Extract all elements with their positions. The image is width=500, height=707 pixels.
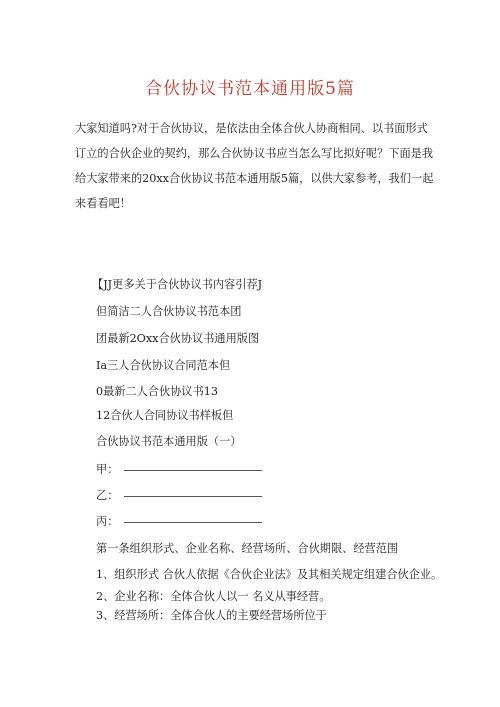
related-link[interactable]: 团最新2Oxx合伙协议书通用版图 [96, 332, 260, 345]
related-link[interactable]: 0最新二人合伙协议书13 [96, 385, 219, 398]
signature-blank [124, 469, 262, 471]
section-title: 合伙协议书范本通用版（一） [96, 435, 242, 448]
party-row [96, 461, 262, 477]
party-row [96, 513, 262, 529]
intro-line: 订立的合伙企业的契约，那么合伙协议书应当怎么写比拟好呢？下面是我 [75, 147, 434, 160]
party-row [96, 487, 262, 503]
signature-blank [124, 495, 262, 497]
signature-blank [124, 521, 262, 523]
intro-paragraph [75, 116, 435, 216]
intro-line: 给大家带来的20xx合伙协议书范本通用版5篇，以供大家参考，我们一起 [75, 172, 434, 185]
intro-line: 来看看吧！ [75, 197, 131, 210]
party-label: 乙： [96, 489, 119, 502]
recommend-header: 【JJ更多关于合伙协议书内容引荐J [92, 278, 263, 291]
clause: 3、经营场所：全体合伙人的主要经营场所位于 [96, 609, 327, 622]
party-label: 甲： [96, 463, 119, 476]
party-label: 丙： [96, 515, 119, 528]
clause: 2、企业名称：全体合伙人以一 名义从事经营。 [96, 590, 331, 603]
article-title: 第一条组织形式、企业名称、经营场所、合伙期限、经营范围 [96, 542, 399, 555]
related-link[interactable]: Ia三人合伙协议合同范本但 [96, 359, 231, 372]
intro-line: 大家知道吗?对于合伙协议，是依法由全体合伙人协商相同、以书面形式 [75, 122, 428, 135]
document-title: 合伙协议书范本通用版5篇 [145, 79, 355, 99]
related-link[interactable]: 但简洁二人合伙协议书范本团 [96, 305, 242, 318]
clause: 1、组织形式 合伙人依据《合伙企业法》及其相关规定组建合伙企业。 [96, 568, 443, 581]
related-link[interactable]: 12合伙人合同协议书样板但 [96, 409, 234, 422]
